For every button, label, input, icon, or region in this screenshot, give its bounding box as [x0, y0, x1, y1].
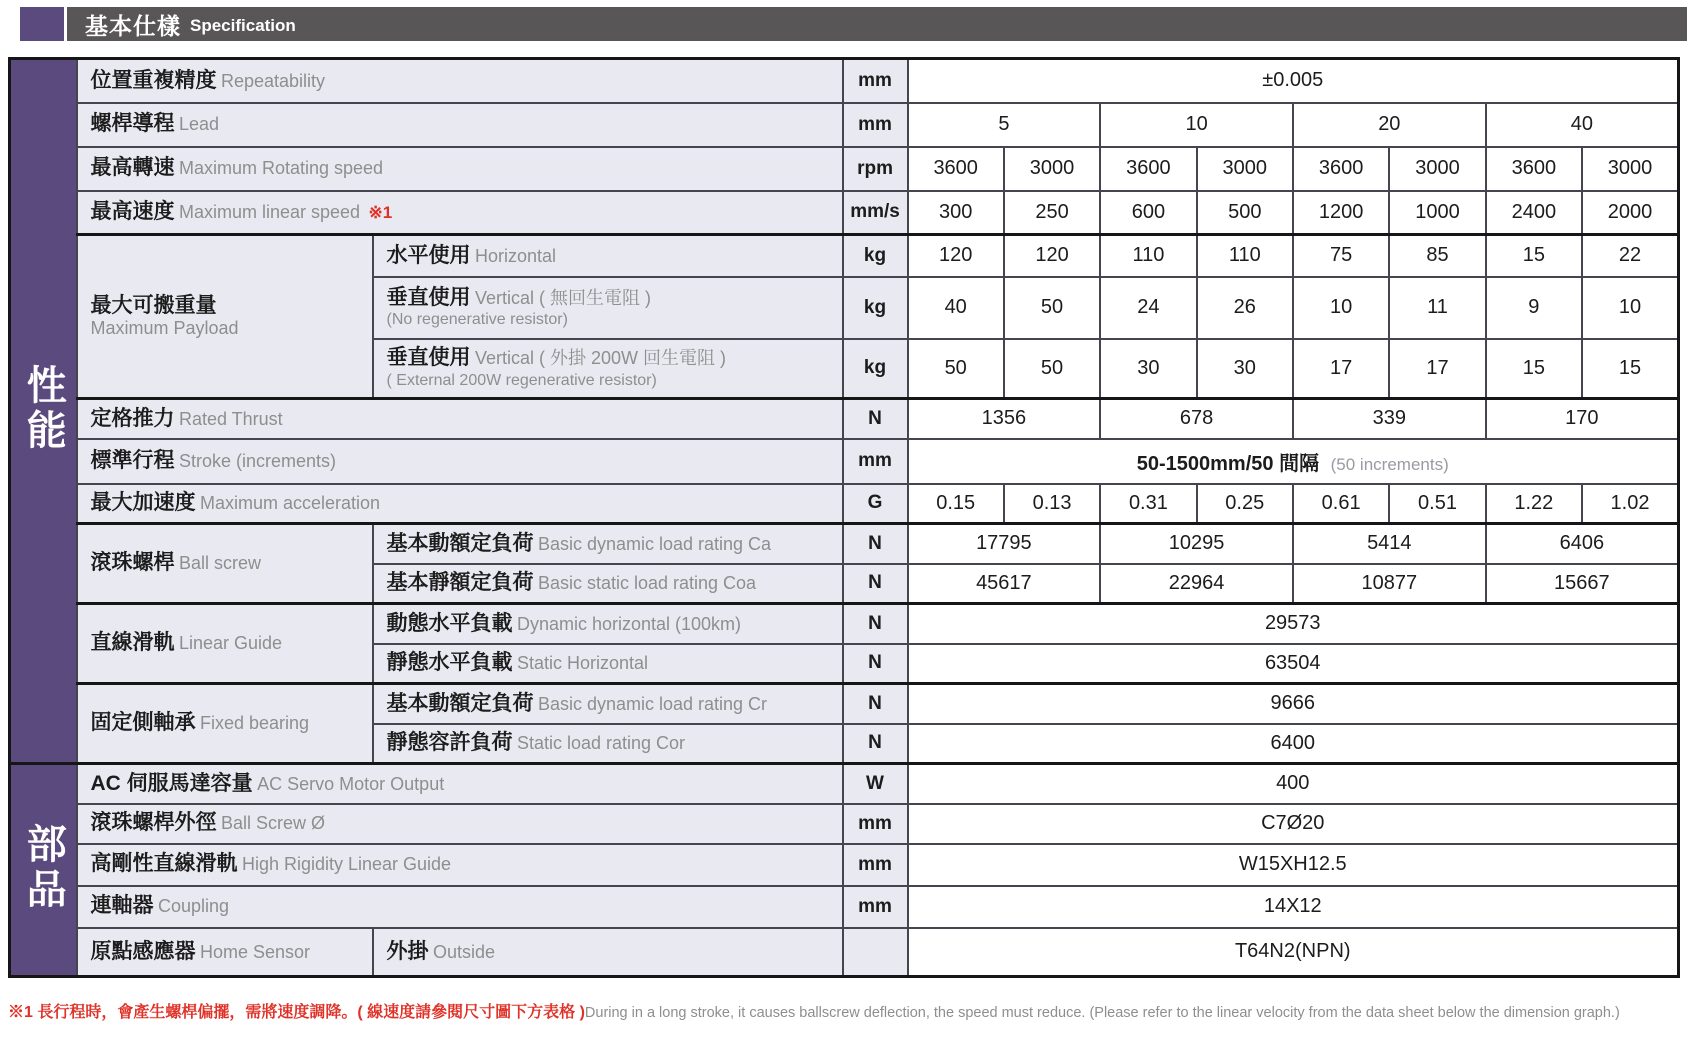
unit-cell: N	[843, 524, 908, 564]
value-cell: 22964	[1100, 564, 1293, 604]
row-rigidity-guide-label	[77, 844, 843, 886]
row-home-sensor-label	[77, 928, 373, 977]
row-rotating-speed-label	[77, 147, 843, 191]
unit-cell: N	[843, 644, 908, 684]
value-cell: 1356	[908, 399, 1101, 439]
value-cell	[908, 439, 1679, 484]
value-cell: 0.31	[1100, 484, 1196, 524]
value-cell: 2400	[1486, 191, 1582, 235]
group-payload-label	[77, 235, 373, 399]
label-en: Maximum acceleration	[199, 493, 381, 514]
label-zh: 固定側軸承	[90, 711, 196, 735]
row-guide-static-label	[373, 644, 843, 684]
row-home-sensor-sublabel	[373, 928, 843, 977]
value-cell: 17	[1389, 339, 1485, 399]
value-cell: 15	[1582, 339, 1678, 399]
unit-cell: N	[843, 684, 908, 724]
value-cell: C7Ø20	[908, 804, 1679, 844]
unit-cell: N	[843, 564, 908, 604]
label-zh: 基本動額定負荷	[386, 531, 534, 555]
value-cell: 0.15	[908, 484, 1004, 524]
value-cell: 170	[1486, 399, 1679, 439]
sidebar-performance	[10, 59, 77, 764]
value-cell: 0.51	[1389, 484, 1485, 524]
label-zh: 滾珠螺桿	[90, 551, 175, 575]
value-cell: 300	[908, 191, 1004, 235]
label-zh: 滾珠螺桿外徑	[90, 811, 217, 835]
row-guide-dynamic-label	[373, 604, 843, 644]
label-en: Vertical ( 無回生電阻 )	[474, 287, 651, 308]
value-cell: 10295	[1100, 524, 1293, 564]
group-fixed-bearing-label	[77, 684, 373, 764]
label-en: Outside	[432, 941, 495, 962]
label-zh: 標準行程	[90, 448, 175, 472]
value-cell: 0.13	[1004, 484, 1100, 524]
value-cell: 120	[908, 235, 1004, 277]
stroke-value-zh: 50-1500mm/50 間隔	[1136, 452, 1320, 475]
stroke-value-en: (50 increments)	[1330, 454, 1449, 474]
group-ball-screw-label	[77, 524, 373, 604]
sidebar-parts-label: 部品	[21, 822, 66, 913]
value-cell: 30	[1100, 339, 1196, 399]
label-en: Dynamic horizontal (100km)	[516, 613, 742, 634]
accent-square	[20, 7, 64, 41]
value-cell: 3000	[1389, 147, 1485, 191]
row-lead-label	[77, 103, 843, 147]
label-zh: 最大加速度	[90, 491, 196, 515]
value-cell: 110	[1197, 235, 1293, 277]
label-en: AC Servo Motor Output	[257, 773, 445, 794]
row-stroke-label	[77, 439, 843, 484]
row-acceleration-label	[77, 484, 843, 524]
value-cell: 2000	[1582, 191, 1678, 235]
value-cell: 1000	[1389, 191, 1485, 235]
value-cell: 3000	[1582, 147, 1678, 191]
sidebar-parts	[10, 764, 77, 977]
label-en: Coupling	[157, 896, 230, 917]
label-zh: 高剛性直線滑軌	[90, 852, 238, 876]
row-coupling-label	[77, 886, 843, 928]
label-en: Rated Thrust	[178, 408, 283, 429]
label-zh: 外掛	[386, 939, 429, 963]
value-cell: 0.61	[1293, 484, 1389, 524]
value-cell: 110	[1100, 235, 1196, 277]
unit-cell: mm	[843, 59, 908, 103]
unit-cell: mm	[843, 103, 908, 147]
sidebar-performance-label: 性能	[21, 363, 66, 454]
label-en2: (No regenerative resistor)	[386, 310, 568, 328]
unit-cell: rpm	[843, 147, 908, 191]
label-zh: 最大可搬重量	[90, 294, 217, 318]
unit-cell: mm/s	[843, 191, 908, 235]
footnote-zh: ※1 長行程時，會產生螺桿偏擺，需將速度調降。( 線速度請參閱尺寸圖下方表格 )	[8, 1004, 585, 1021]
label-zh: 連軸器	[90, 894, 154, 918]
value-cell: 400	[908, 764, 1679, 804]
label-en: Linear Guide	[178, 633, 283, 654]
row-rated-thrust-label	[77, 399, 843, 439]
title-strip	[67, 7, 1687, 41]
value-cell: 17795	[908, 524, 1101, 564]
value-cell: 9666	[908, 684, 1679, 724]
value-cell: 339	[1293, 399, 1486, 439]
label-zh: 直線滑軌	[90, 631, 175, 655]
label-en: Static Horizontal	[516, 653, 649, 674]
value-cell: 30	[1197, 339, 1293, 399]
label-zh: 靜態容許負荷	[386, 731, 513, 755]
value-cell: 3000	[1197, 147, 1293, 191]
value-cell: 24	[1100, 277, 1196, 339]
value-cell: 50	[1004, 277, 1100, 339]
label-zh: AC 伺服馬達容量	[90, 771, 253, 795]
value-cell: 11	[1389, 277, 1485, 339]
unit-cell: mm	[843, 804, 908, 844]
label-zh: 螺桿導程	[90, 112, 175, 136]
label-en: Basic dynamic load rating Ca	[537, 533, 772, 554]
value-cell: 3600	[908, 147, 1004, 191]
value-cell: 1200	[1293, 191, 1389, 235]
label-zh: 基本動額定負荷	[386, 691, 534, 715]
row-payload-vertical-extregen-label	[373, 339, 843, 399]
value-cell: 15	[1486, 235, 1582, 277]
value-cell: 29573	[908, 604, 1679, 644]
label-en: Stroke (increments)	[178, 450, 336, 471]
unit-cell: G	[843, 484, 908, 524]
value-cell: 250	[1004, 191, 1100, 235]
unit-cell: N	[843, 724, 908, 764]
label-zh: 垂直使用	[386, 346, 471, 370]
value-cell: 600	[1100, 191, 1196, 235]
label-en: Maximum Rotating speed	[178, 158, 384, 179]
value-cell: 6400	[908, 724, 1679, 764]
label-en: Basic static load rating Coa	[537, 573, 757, 594]
value-cell: 15	[1486, 339, 1582, 399]
label-en: High Rigidity Linear Guide	[241, 854, 452, 875]
value-cell: 40	[1486, 103, 1679, 147]
row-payload-horizontal-label	[373, 235, 843, 277]
row-ballscrew-dynamic-label	[373, 524, 843, 564]
label-zh: 位置重複精度	[90, 68, 217, 92]
unit-cell: kg	[843, 339, 908, 399]
unit-cell	[843, 928, 908, 977]
value-cell: 10	[1100, 103, 1293, 147]
label-en: Repeatability	[220, 70, 326, 91]
row-bearing-dynamic-label	[373, 684, 843, 724]
label-en: Static load rating Cor	[516, 733, 686, 754]
row-payload-vertical-noregen-label	[373, 277, 843, 339]
footnote-ref: ※1	[368, 203, 393, 223]
row-bearing-static-label	[373, 724, 843, 764]
label-en: Ball screw	[178, 553, 261, 574]
value-cell: 85	[1389, 235, 1485, 277]
value-cell: 10	[1293, 277, 1389, 339]
label-zh: 原點感應器	[90, 939, 196, 963]
label-zh: 定格推力	[90, 406, 175, 430]
label-en: Maximum Payload	[90, 318, 239, 339]
value-cell: 1.02	[1582, 484, 1678, 524]
value-cell: 3600	[1100, 147, 1196, 191]
value-cell: ±0.005	[908, 59, 1679, 103]
label-zh: 基本靜額定負荷	[386, 571, 534, 595]
value-cell: 40	[908, 277, 1004, 339]
value-cell: 5414	[1293, 524, 1486, 564]
value-cell: 75	[1293, 235, 1389, 277]
value-cell: 9	[1486, 277, 1582, 339]
label-en: Ball Screw Ø	[220, 813, 325, 834]
value-cell: 22	[1582, 235, 1678, 277]
value-cell: 17	[1293, 339, 1389, 399]
label-zh: 動態水平負載	[386, 611, 513, 635]
value-cell: 50	[1004, 339, 1100, 399]
label-en: Maximum linear speed	[178, 202, 361, 223]
row-screw-diameter-label	[77, 804, 843, 844]
unit-cell: mm	[843, 439, 908, 484]
value-cell: 678	[1100, 399, 1293, 439]
page-title-en: Specification	[190, 16, 296, 35]
label-en2: ( External 200W regenerative resistor)	[386, 371, 657, 389]
value-cell: 10	[1582, 277, 1678, 339]
value-cell: 6406	[1486, 524, 1679, 564]
value-cell: 14X12	[908, 886, 1679, 928]
value-cell: 3000	[1004, 147, 1100, 191]
value-cell: 63504	[908, 644, 1679, 684]
value-cell: 120	[1004, 235, 1100, 277]
unit-cell: N	[843, 399, 908, 439]
label-en: Vertical ( 外掛 200W 回生電阻 )	[474, 348, 726, 369]
value-cell: 1.22	[1486, 484, 1582, 524]
spec-table	[8, 57, 1680, 978]
value-cell: 26	[1197, 277, 1293, 339]
unit-cell: kg	[843, 235, 908, 277]
label-en: Home Sensor	[199, 941, 311, 962]
title-bar	[20, 7, 1687, 41]
footnote-en: During in a long stroke, it causes ballscrew deflection, the speed must reduce. (Please refer to the linear velocity from the data sheet below the dimension graph.)	[584, 1005, 1620, 1021]
value-cell: 3600	[1486, 147, 1582, 191]
label-zh: 垂直使用	[386, 285, 471, 309]
label-en: Lead	[178, 114, 219, 135]
value-cell: 45617	[908, 564, 1101, 604]
value-cell: 15667	[1486, 564, 1679, 604]
value-cell: T64N2(NPN)	[908, 928, 1679, 977]
label-zh: 最高轉速	[90, 156, 175, 180]
value-cell: 10877	[1293, 564, 1486, 604]
row-ballscrew-static-label	[373, 564, 843, 604]
row-repeatability-label	[77, 59, 843, 103]
unit-cell: mm	[843, 886, 908, 928]
footnote	[8, 1003, 1683, 1022]
page-title-zh: 基本仕樣	[85, 12, 181, 39]
label-zh: 最高速度	[90, 200, 175, 224]
label-zh: 水平使用	[386, 243, 471, 267]
value-cell: 3600	[1293, 147, 1389, 191]
value-cell: 5	[908, 103, 1101, 147]
value-cell: 20	[1293, 103, 1486, 147]
row-servo-output-label	[77, 764, 843, 804]
group-linear-guide-label	[77, 604, 373, 684]
unit-cell: mm	[843, 844, 908, 886]
value-cell: 500	[1197, 191, 1293, 235]
label-en: Fixed bearing	[199, 713, 310, 734]
label-zh: 靜態水平負載	[386, 651, 513, 675]
unit-cell: N	[843, 604, 908, 644]
value-cell: W15XH12.5	[908, 844, 1679, 886]
row-linear-speed-label	[77, 191, 843, 235]
unit-cell: kg	[843, 277, 908, 339]
value-cell: 50	[908, 339, 1004, 399]
label-en: Horizontal	[474, 245, 556, 266]
label-en: Basic dynamic load rating Cr	[537, 693, 768, 714]
value-cell: 0.25	[1197, 484, 1293, 524]
unit-cell: W	[843, 764, 908, 804]
